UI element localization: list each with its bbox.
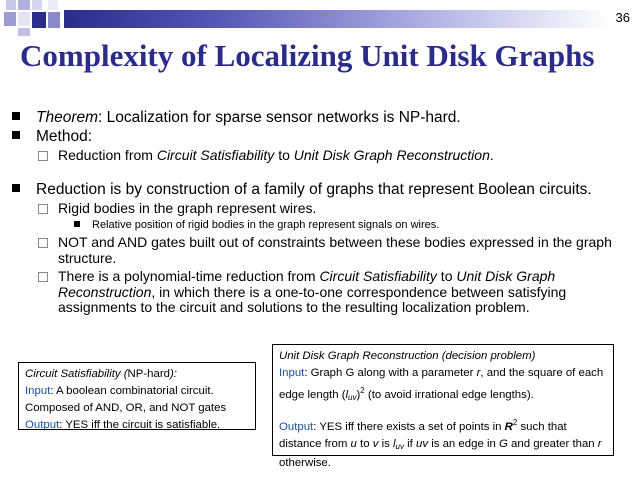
text-run: G [498, 438, 508, 450]
spacer [12, 164, 624, 180]
text-run: 2 [360, 386, 365, 395]
hollow-square-bullet-icon [38, 238, 48, 248]
slide-content [12, 108, 624, 316]
output-line [25, 417, 249, 434]
decor-square [4, 12, 16, 26]
output-label: Output [25, 419, 60, 431]
text-run: uv [348, 393, 357, 402]
input-line [25, 383, 249, 400]
text-run: to [274, 147, 294, 163]
square-bullet-icon [74, 221, 80, 227]
text-run: Circuit Satisfiability ( [25, 368, 128, 380]
slide-number: 36 [615, 10, 630, 25]
sub-bullet-rigid-bodies [12, 201, 624, 217]
text-run: to [356, 438, 373, 450]
theorem-label: Theorem [36, 109, 99, 126]
output-label: Output [279, 421, 314, 433]
text-run: (to avoid irrational edge lengths). [364, 389, 534, 401]
bullet-method [12, 127, 624, 146]
box-title [25, 366, 249, 383]
input-label: Input [279, 367, 305, 379]
box-title [279, 348, 607, 365]
text-run: Reduction is by construction of a family of graphs that represent Boolean circuits. [36, 180, 592, 198]
text-run: ) [356, 389, 361, 401]
text-run: Reduction from [58, 147, 157, 163]
text-run: Circuit Satisfiability [319, 268, 437, 284]
text-run: r [476, 367, 481, 379]
text-run: R [504, 421, 513, 433]
text-run: , in which there is a one-to-one correspondence between satisfying assignments to the circuit and solutions to the resulting localization problem. [58, 283, 567, 315]
decor-square [48, 0, 58, 10]
sub-bullet-gates [12, 235, 624, 266]
text-run: NP-hard [127, 368, 170, 380]
text-run: and greater than [507, 438, 598, 450]
sub-bullet-polynomial-reduction [12, 269, 624, 316]
decor-square [18, 28, 30, 36]
text-run: Rigid bodies in the graph represent wires. [58, 199, 317, 216]
header-gradient-bar [64, 10, 610, 28]
hollow-square-bullet-icon [38, 204, 48, 214]
sub-sub-bullet-relative-position [12, 218, 624, 232]
square-bullet-icon [12, 112, 20, 120]
text-run: . [489, 147, 494, 163]
text-run: u [350, 438, 357, 450]
input-label: Input [25, 385, 51, 397]
decor-square [32, 12, 46, 28]
square-bullet-icon [12, 184, 20, 192]
text-run: NOT and AND gates built out of constraints between these bodies expressed in the graph structure. [58, 234, 612, 266]
text-run: Unit Disk Graph Reconstruction (decision problem) [279, 350, 536, 362]
theorem-text: : Localization for sparse sensor networks is NP-hard. [98, 109, 461, 126]
composed-line: Composed of AND, OR, and NOT gates [25, 402, 227, 414]
unit-disk-graph-reconstruction-box [272, 344, 614, 469]
text-run: : A boolean combinatorial circuit. [50, 385, 214, 397]
text-run: such that distance from [279, 421, 567, 450]
header-decoration [0, 0, 638, 36]
input-paragraph [279, 365, 607, 406]
text-run: Unit Disk Graph Reconstruction [58, 268, 556, 300]
circuit-satisfiability-box [18, 362, 256, 430]
decor-square [48, 12, 60, 28]
text-run: uv [416, 438, 429, 450]
text-run: : YES iff the circuit is satisfiable. [59, 419, 221, 431]
text-run: is [378, 438, 393, 450]
decor-square [32, 0, 42, 10]
text-run: Relative position of rigid bodies in the graph represent signals on wires. [92, 219, 440, 231]
text-run: otherwise. [279, 457, 331, 469]
bullet-construction [12, 180, 624, 199]
method-label: Method: [36, 128, 93, 145]
text-run: v [372, 438, 379, 450]
decor-square [18, 0, 30, 10]
hollow-square-bullet-icon [38, 151, 48, 161]
text-run: ): [169, 368, 177, 380]
spacer [279, 406, 607, 414]
slide-title: Complexity of Localizing Unit Disk Graphs [20, 38, 595, 73]
text-run: : YES iff there exists a set of points in [313, 421, 505, 433]
decor-square [18, 12, 30, 26]
text-run: to [436, 268, 457, 284]
text-run: , and the square of each edge length ( [279, 367, 604, 401]
text-run: r [597, 438, 602, 450]
text-run: l [345, 389, 349, 401]
text-run: Circuit Satisfiability [156, 147, 275, 163]
sub-bullet-reduction [12, 148, 624, 164]
decor-square [6, 0, 16, 10]
text-run: is an edge in [428, 438, 499, 450]
text-run: if [403, 438, 417, 450]
text-run: : Graph G along with a parameter [304, 367, 477, 379]
text-run: Unit Disk Graph Reconstruction [293, 147, 490, 163]
square-bullet-icon [12, 131, 20, 139]
output-paragraph [279, 414, 607, 472]
bullet-theorem [12, 108, 624, 127]
text-run: uv [395, 442, 404, 451]
text-run: l [393, 438, 396, 450]
text-run: There is a polynomial-time reduction from [58, 268, 320, 284]
text-run: 2 [512, 418, 518, 427]
hollow-square-bullet-icon [38, 272, 48, 282]
